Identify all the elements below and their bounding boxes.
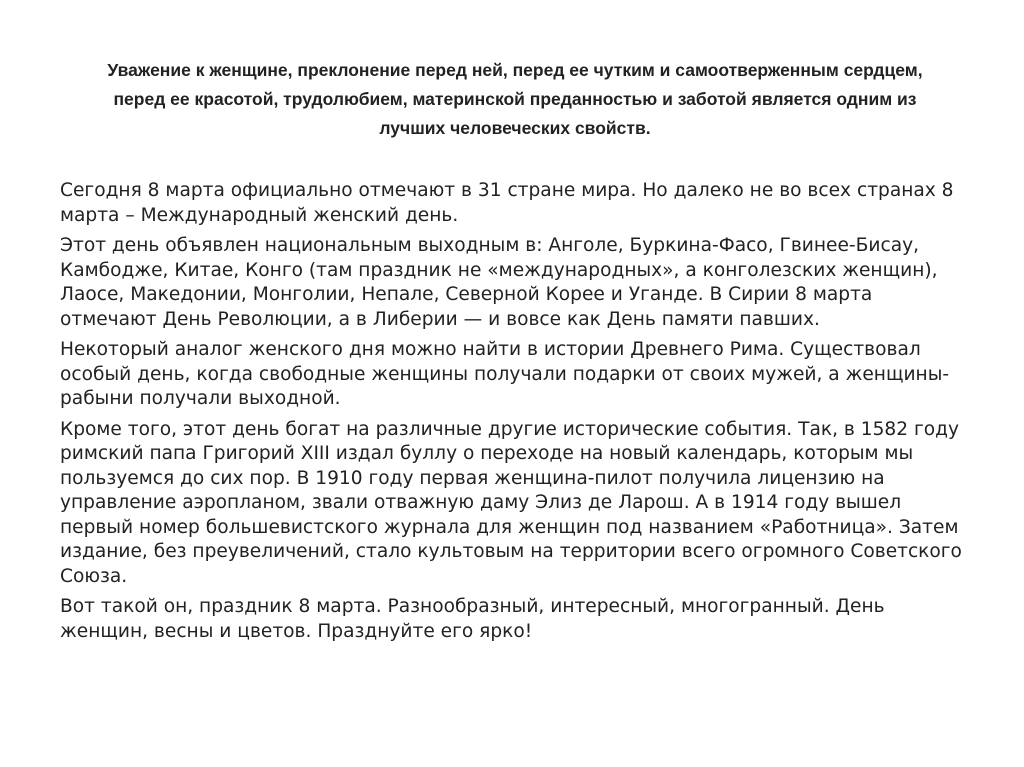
slide-title: Уважение к женщине, преклонение перед ней, перед ее чутким и самоотверженным сердцем, перед ее красотой, трудолюбием, материнской преданностью и заботой является одним из лучших человеческих свойств. — [107, 60, 923, 138]
paragraph-ancient-rome: Некоторый аналог женского дня можно найти в истории Древнего Рима. Существовал особый день, когда свободные женщины получали подарки от своих мужей, а женщины-рабыни получали выходной. — [60, 339, 950, 409]
paragraph-national-holiday: Этот день объявлен национальным выходным в: Анголе, Буркина-Фасо, Гвинее-Бисау, Камбодже, Китае, Конго (там праздник не «международных», а конголезских женщин), Лаосе, Македонии, Монголии, Непале, Северной Корее и Уганде. В Сирии 8 марта отмечают День Революции, а в Либерии — и вовсе как День памяти павших. — [60, 235, 938, 330]
paragraph-conclusion: Вот такой он, праздник 8 марта. Разнообразный, интересный, многогранный. День женщин, весны и цветов. Празднуйте его ярко! — [60, 596, 885, 642]
paragraph-march8-countries: Сегодня 8 марта официально отмечают в 31 стране мира. Но далеко не во всех странах 8 марта – Международный женский день. — [60, 180, 954, 226]
slide-body — [60, 179, 965, 650]
paragraph-historical-events: Кроме того, этот день богат на различные другие исторические события. Так, в 1582 году римский папа Григорий XIII издал буллу о переходе на новый календарь, которым мы пользуемся до сих пор. В 1910 году первая женщина-пилот получила лицензию на управление аэропланом, звали отважную даму Элиз де Ларош. А в 1914 году вышел первый номер большевистского журнала для женщин под названием «Работница». Затем издание, без преувеличений, стало культовым на территории всего огромного Советского Союза. — [60, 418, 962, 587]
